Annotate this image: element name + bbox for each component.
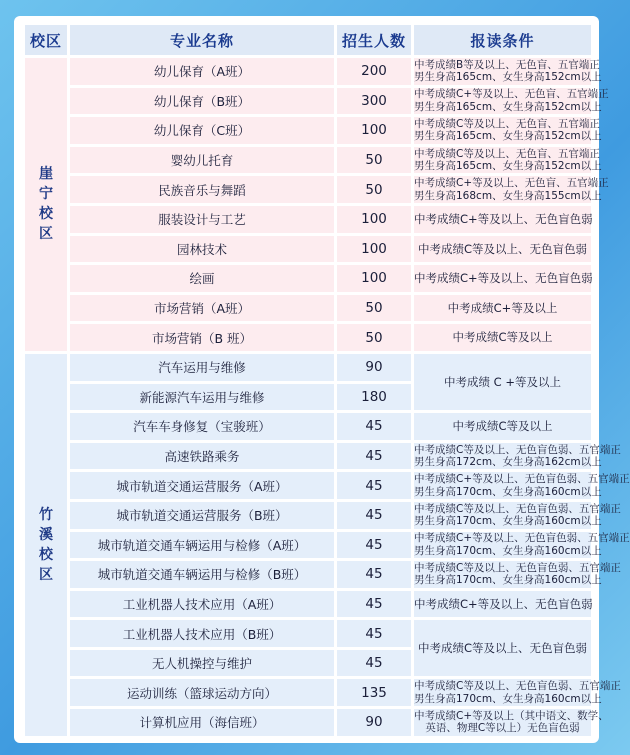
enrollment-count: 100 xyxy=(337,117,411,144)
major-name: 园林技术 xyxy=(70,236,334,263)
enrollment-count: 50 xyxy=(337,295,411,322)
enrollment-count: 45 xyxy=(337,443,411,470)
requirement: 中考成绩C等及以上、无色盲、五官端正 男生身高165cm、女生身高152cm以上 xyxy=(414,117,602,143)
major-name: 无人机操控与维护 xyxy=(70,650,334,677)
header-enrollment: 招生人数 xyxy=(337,25,411,55)
enrollment-count: 45 xyxy=(337,620,411,647)
enrollment-count: 45 xyxy=(337,413,411,440)
major-name: 高速铁路乘务 xyxy=(70,443,334,470)
major-name: 婴幼儿托育 xyxy=(70,147,334,174)
table-row xyxy=(25,443,591,470)
major-name: 幼儿保育（C班） xyxy=(70,117,334,144)
table-row xyxy=(25,591,591,618)
table-row xyxy=(25,147,591,174)
table-row xyxy=(25,532,591,559)
table-row xyxy=(25,88,591,115)
header-requirement: 报读条件 xyxy=(414,25,591,55)
enrollment-count: 90 xyxy=(337,709,411,736)
table-row xyxy=(25,354,591,381)
major-name: 绘画 xyxy=(70,265,334,292)
table-row xyxy=(25,472,591,499)
requirement: 中考成绩C+等及以上、无色盲色弱 xyxy=(414,265,591,292)
enrollment-count: 100 xyxy=(337,236,411,263)
requirement: 中考成绩C等及以上、无色盲色弱、五官端正 男生身高170cm、女生身高160cm以上 xyxy=(414,680,621,705)
requirement: 中考成绩C等及以上、无色盲色弱 xyxy=(414,236,591,263)
requirement: 中考成绩C等及以上 xyxy=(414,324,591,351)
enrollment-count: 50 xyxy=(337,147,411,174)
major-name: 城市轨道交通运营服务（B班） xyxy=(70,502,334,529)
requirement: 中考成绩 C +等及以上 xyxy=(414,354,591,410)
major-name: 汽车车身修复（宝骏班） xyxy=(70,413,334,440)
campus-cell-yaning: 崖 宁 校 区 xyxy=(25,58,67,351)
major-name: 民族音乐与舞蹈 xyxy=(70,176,334,203)
table-header-row xyxy=(25,25,591,55)
requirement: 中考成绩C+等及以上、无色盲色弱 xyxy=(414,206,591,233)
table-row xyxy=(25,236,591,263)
requirement: 中考成绩C等及以上、无色盲色弱、五官端正 男生身高170cm、女生身高160cm以上 xyxy=(414,561,621,587)
requirement: 中考成绩C+等及以上、无色盲色弱、五官端正 男生身高170cm、女生身高160cm以上 xyxy=(414,532,630,557)
enrollment-count: 180 xyxy=(337,384,411,411)
table-row xyxy=(25,58,591,85)
major-name: 市场营销（B 班） xyxy=(70,324,334,351)
major-name: 运动训练（篮球运动方向） xyxy=(70,679,334,706)
requirement: 中考成绩C+等及以上、无色盲、五官端正 男生身高165cm、女生身高152cm以上 xyxy=(414,88,609,113)
enrollment-count: 200 xyxy=(337,58,411,85)
enrollment-count: 50 xyxy=(337,176,411,203)
major-name: 城市轨道交通车辆运用与检修（B班） xyxy=(70,561,334,588)
enrollment-count: 100 xyxy=(337,206,411,233)
table-row xyxy=(25,324,591,351)
major-name: 工业机器人技术应用（B班） xyxy=(70,620,334,647)
header-campus: 校区 xyxy=(25,25,67,55)
major-name: 城市轨道交通运营服务（A班） xyxy=(70,472,334,499)
enrollment-count: 45 xyxy=(337,502,411,529)
admissions-sheet xyxy=(14,16,630,743)
table-row xyxy=(25,502,591,529)
table-row xyxy=(25,206,591,233)
campus-cell-zhuxi: 竹 溪 校 区 xyxy=(25,354,67,736)
table-row xyxy=(25,117,591,144)
enrollment-count: 45 xyxy=(337,591,411,618)
major-name: 市场营销（A班） xyxy=(70,295,334,322)
major-name: 服装设计与工艺 xyxy=(70,206,334,233)
requirement: 中考成绩C等及以上 xyxy=(414,413,591,440)
table-row xyxy=(25,413,591,440)
requirement: 中考成绩C等及以上、无色盲色弱 xyxy=(414,620,591,676)
enrollment-count: 300 xyxy=(337,88,411,115)
admissions-table xyxy=(22,22,630,739)
requirement: 中考成绩C等及以上、无色盲色弱、五官端正 男生身高172cm、女生身高162cm以上 xyxy=(414,443,621,469)
requirement: 中考成绩C等及以上、无色盲、五官端正 男生身高165cm、女生身高152cm以上 xyxy=(414,147,602,173)
enrollment-count: 45 xyxy=(337,472,411,499)
requirement: 中考成绩C等及以上、无色盲色弱、五官端正 男生身高170cm、女生身高160cm以上 xyxy=(414,502,621,528)
table-row xyxy=(25,295,591,322)
table-row xyxy=(25,620,591,647)
requirement: 中考成绩C+等及以上、无色盲色弱 xyxy=(414,591,591,618)
enrollment-count: 90 xyxy=(337,354,411,381)
requirement: 中考成绩C+等及以上（其中语文、数学、 英语、物理C等以上）无色盲色弱 xyxy=(414,709,609,735)
table-row xyxy=(25,176,591,203)
header-major: 专业名称 xyxy=(70,25,334,55)
enrollment-count: 45 xyxy=(337,650,411,677)
table-row xyxy=(25,561,591,588)
enrollment-count: 50 xyxy=(337,324,411,351)
enrollment-count: 100 xyxy=(337,265,411,292)
requirement: 中考成绩C+等及以上 xyxy=(414,295,591,322)
enrollment-count: 45 xyxy=(337,561,411,588)
table-row xyxy=(25,679,591,706)
table-row xyxy=(25,265,591,292)
major-name: 工业机器人技术应用（A班） xyxy=(70,591,334,618)
major-name: 幼儿保育（B班） xyxy=(70,88,334,115)
enrollment-count: 135 xyxy=(337,679,411,706)
requirement: 中考成绩C+等及以上、无色盲、五官端正 男生身高168cm、女生身高155cm以上 xyxy=(414,177,609,202)
major-name: 幼儿保育（A班） xyxy=(70,58,334,85)
major-name: 计算机应用（海信班） xyxy=(70,709,334,736)
major-name: 新能源汽车运用与维修 xyxy=(70,384,334,411)
table-row xyxy=(25,709,591,736)
requirement: 中考成绩C+等及以上、无色盲色弱、五官端正 男生身高170cm、女生身高160cm以上 xyxy=(414,473,630,498)
major-name: 汽车运用与维修 xyxy=(70,354,334,381)
enrollment-count: 45 xyxy=(337,532,411,559)
requirement: 中考成绩B等及以上、无色盲、五官端正 男生身高165cm、女生身高152cm以上 xyxy=(414,58,602,84)
major-name: 城市轨道交通车辆运用与检修（A班） xyxy=(70,532,334,559)
